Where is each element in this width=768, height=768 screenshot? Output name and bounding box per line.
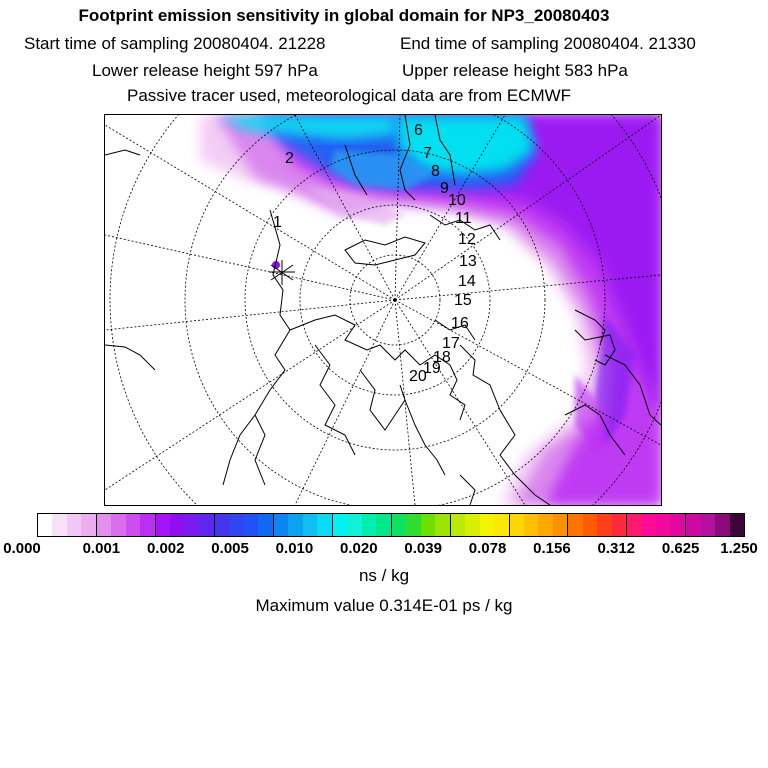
colorbar-swatch bbox=[347, 514, 361, 536]
trajectory-label: 8 bbox=[431, 163, 440, 180]
colorbar-swatch bbox=[553, 514, 568, 536]
trajectory-label: 14 bbox=[458, 273, 476, 290]
trajectory-label: 20 bbox=[409, 368, 427, 385]
colorbar-swatch bbox=[656, 514, 670, 536]
colorbar-swatch bbox=[81, 514, 96, 536]
maximum-value-label: Maximum value 0.314E-01 ps / kg bbox=[255, 596, 513, 615]
footprint-map bbox=[104, 114, 662, 506]
colorbar-tick-label: 0.005 bbox=[211, 540, 249, 557]
colorbar-swatch bbox=[583, 514, 597, 536]
colorbar-units: ns / kg bbox=[358, 566, 410, 585]
colorbar-tick-label: 0.010 bbox=[275, 540, 314, 557]
map-title: Footprint emission sensitivity in global domain for NP3_20080403 bbox=[78, 6, 610, 25]
colorbar-swatch bbox=[126, 514, 140, 536]
colorbar-swatch bbox=[435, 514, 450, 536]
end-time-label: End time of sampling 20080404. 21330 bbox=[400, 34, 696, 53]
colorbar-swatch bbox=[52, 514, 66, 536]
colorbar-tick-label: 0.020 bbox=[340, 540, 378, 557]
colorbar-swatch bbox=[317, 514, 332, 536]
colorbar-swatch bbox=[140, 514, 155, 536]
colorbar-swatch bbox=[597, 514, 611, 536]
trajectory-label: 12 bbox=[458, 231, 476, 248]
colorbar-swatch bbox=[642, 514, 656, 536]
upper-release-height-label: Upper release height 583 hPa bbox=[402, 61, 628, 80]
colorbar-swatch bbox=[333, 514, 347, 536]
tracer-note: Passive tracer used, meteorological data are from ECMWF bbox=[127, 86, 572, 105]
trajectory-label: 9 bbox=[440, 180, 449, 197]
colorbar-swatch bbox=[465, 514, 479, 536]
trajectory-label: 2 bbox=[285, 150, 294, 167]
colorbar-swatch bbox=[97, 514, 111, 536]
colorbar-swatch bbox=[510, 514, 524, 536]
colorbar-swatch bbox=[258, 514, 273, 536]
map-canvas bbox=[105, 115, 661, 505]
colorbar-tick-label: 0.001 bbox=[82, 540, 121, 557]
colorbar-tick-label: 0.625 bbox=[661, 540, 700, 557]
colorbar-tick-label: 1.250 bbox=[720, 540, 758, 557]
trajectory-label: 11 bbox=[455, 210, 472, 227]
trajectory-label: 15 bbox=[454, 292, 472, 309]
colorbar-tick-label: 0.156 bbox=[533, 540, 571, 557]
colorbar-swatch bbox=[671, 514, 686, 536]
trajectory-label: 18 bbox=[433, 349, 451, 366]
colorbar-swatch bbox=[451, 514, 465, 536]
lower-release-height-label: Lower release height 597 hPa bbox=[92, 61, 318, 80]
colorbar-swatch bbox=[244, 514, 258, 536]
trajectory-label: 7 bbox=[423, 145, 432, 162]
colorbar-swatch bbox=[524, 514, 538, 536]
colorbar-swatch bbox=[67, 514, 81, 536]
colorbar-swatch bbox=[229, 514, 243, 536]
colorbar-swatch bbox=[170, 514, 184, 536]
colorbar-swatch bbox=[730, 514, 744, 536]
colorbar-swatch bbox=[568, 514, 582, 536]
colorbar-swatch bbox=[362, 514, 376, 536]
colorbar-tick-label: 0.078 bbox=[468, 540, 507, 557]
colorbar-tick-label: 0.002 bbox=[146, 540, 185, 557]
colorbar-swatch bbox=[111, 514, 125, 536]
colorbar-swatch bbox=[199, 514, 214, 536]
trajectory-label: 13 bbox=[459, 253, 477, 270]
colorbar-swatch bbox=[215, 514, 229, 536]
colorbar-swatch bbox=[303, 514, 317, 536]
colorbar-tick-label: 0.000 bbox=[3, 540, 41, 557]
colorbar bbox=[37, 513, 745, 537]
trajectory-label: 10 bbox=[448, 192, 466, 209]
colorbar-swatch bbox=[538, 514, 552, 536]
colorbar-tick-label: 0.039 bbox=[404, 540, 442, 557]
colorbar-swatch bbox=[288, 514, 302, 536]
colorbar-swatch bbox=[406, 514, 420, 536]
colorbar-swatch bbox=[701, 514, 715, 536]
trajectory-label: 1 bbox=[273, 214, 282, 231]
trajectory-label: 16 bbox=[451, 315, 469, 332]
trajectory-label: 19 bbox=[423, 360, 441, 377]
colorbar-swatch bbox=[480, 514, 494, 536]
colorbar-swatch bbox=[185, 514, 199, 536]
colorbar-swatch bbox=[392, 514, 406, 536]
trajectory-label: 17 bbox=[442, 335, 460, 352]
colorbar-swatch bbox=[612, 514, 627, 536]
start-time-label: Start time of sampling 20080404. 21228 bbox=[24, 34, 326, 53]
colorbar-tick-label: 0.312 bbox=[597, 540, 636, 557]
colorbar-swatch bbox=[376, 514, 391, 536]
colorbar-swatch bbox=[686, 514, 700, 536]
colorbar-swatch bbox=[494, 514, 509, 536]
colorbar-swatch bbox=[715, 514, 729, 536]
trajectory-label: 6 bbox=[414, 122, 423, 139]
colorbar-swatch bbox=[421, 514, 435, 536]
colorbar-swatch bbox=[274, 514, 288, 536]
colorbar-swatch bbox=[38, 514, 52, 536]
colorbar-swatch bbox=[156, 514, 170, 536]
colorbar-swatch bbox=[627, 514, 641, 536]
